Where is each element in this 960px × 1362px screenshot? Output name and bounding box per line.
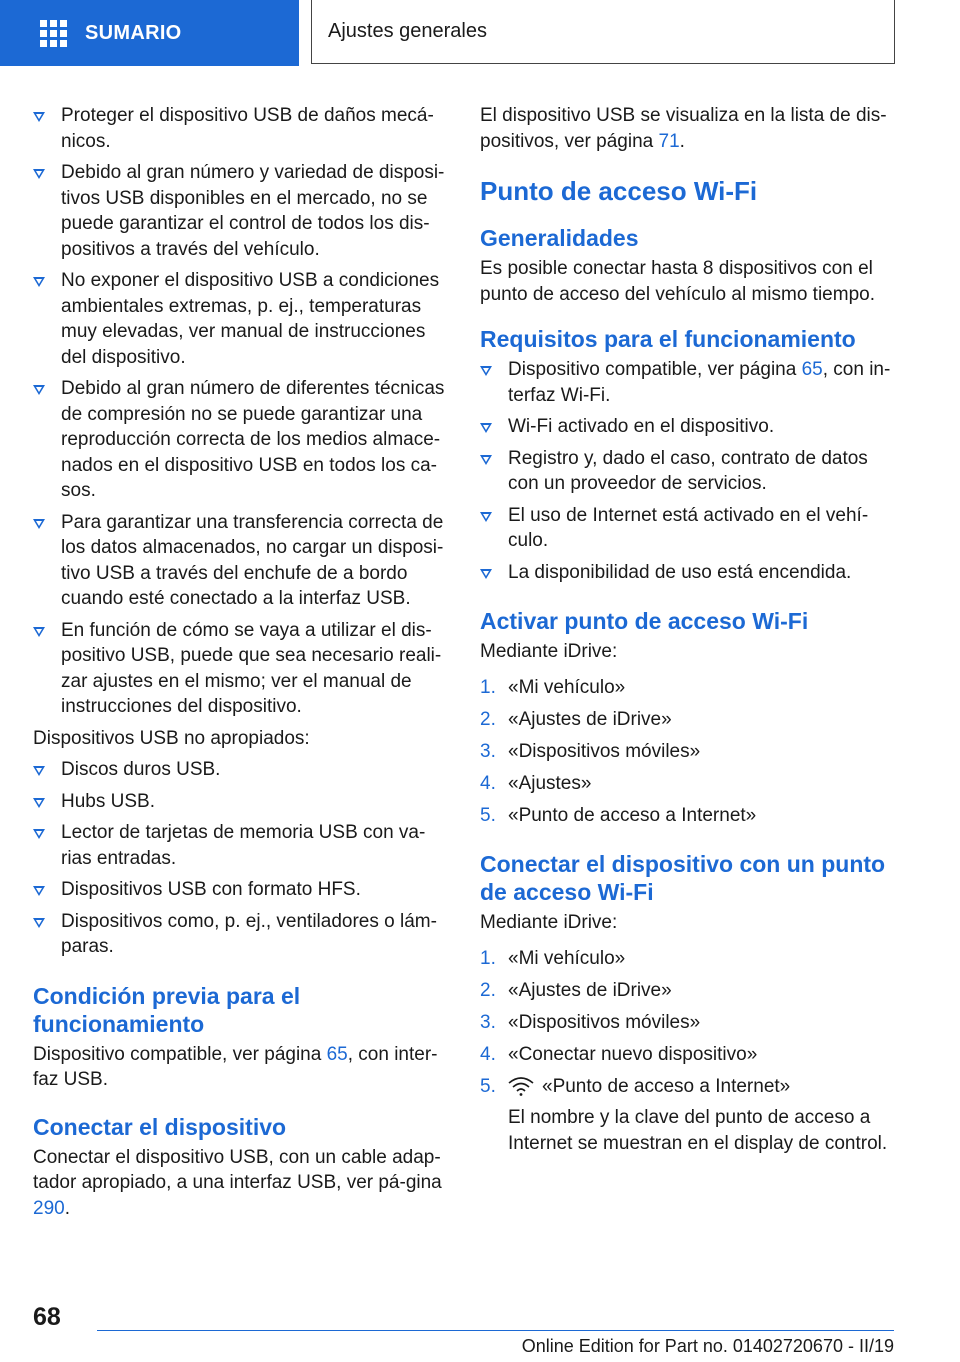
list-item [33, 820, 448, 871]
triangle-bullet-icon [33, 112, 45, 122]
triangle-bullet-icon [33, 627, 45, 637]
triangle-bullet-icon [480, 569, 492, 579]
section-title: Ajustes generales [328, 20, 487, 42]
connect-text: Conectar el dispositivo USB, con un cable adap‐tador apropiado, a una interfaz USB, ver pá‐gina [33, 1146, 442, 1193]
page-header [0, 0, 960, 66]
list-item-text: Lector de tarjetas de memoria USB con va‐rias entradas. [61, 822, 426, 869]
section-title-tab[interactable] [311, 0, 895, 64]
list-item [33, 103, 448, 154]
footer-divider [97, 1330, 894, 1331]
page-link-290[interactable]: 290 [33, 1197, 65, 1219]
req-text: La disponibilidad de uso está encendida. [508, 561, 852, 583]
step-note: El nombre y la clave del punto de acceso a Internet se muestran en el display de control. [508, 1107, 888, 1154]
step-text: «Punto de acceso a Internet» [542, 1075, 791, 1097]
list-item-text: Para garantizar una transferencia correcta de los datos almacenados, no cargar un disposi‐tivo USB a través del enchufe de a bordo cuando esté conectado a la interfaz USB. [61, 511, 444, 609]
list-item [33, 376, 448, 504]
step-number: 4. [480, 1043, 496, 1065]
precautions-list [33, 103, 448, 720]
list-item [480, 503, 900, 554]
triangle-bullet-icon [33, 918, 45, 928]
heading-connect-device: Conectar el dispositivo con un punto de acceso Wi-Fi [480, 851, 886, 905]
connect-steps-list [480, 946, 900, 1157]
step-text: «Mi vehículo» [508, 947, 626, 969]
heading-activate: Activar punto de acceso Wi-Fi [480, 608, 809, 634]
triangle-bullet-icon [480, 423, 492, 433]
connect-text-end: . [64, 1197, 70, 1219]
req-text: El uso de Internet está activado en el vehí‐culo. [508, 504, 869, 551]
step-text: «Dispositivos móviles» [508, 1011, 701, 1033]
req-text: Registro y, dado el caso, contrato de datos con un proveedor de servicios. [508, 447, 868, 494]
triangle-bullet-icon [33, 886, 45, 896]
list-item-text: Discos duros USB. [61, 759, 221, 780]
step-text: «Conectar nuevo dispositivo» [508, 1043, 758, 1065]
triangle-bullet-icon [33, 169, 45, 179]
list-item [480, 1042, 900, 1068]
triangle-bullet-icon [480, 366, 492, 376]
list-item [480, 803, 900, 829]
req-text: Wi-Fi activado en el dispositivo. [508, 416, 775, 437]
list-item [480, 446, 900, 497]
intro-text: El dispositivo USB se visualiza en la lista de dis‐positivos, ver página [480, 105, 887, 152]
list-item [480, 675, 900, 701]
edition-text: Online Edition for Part no. 01402720670 - II/19 [521, 1336, 894, 1356]
step-text: «Ajustes de iDrive» [508, 708, 672, 730]
title-hotspot: Punto de acceso Wi-Fi [480, 176, 758, 206]
list-item [33, 510, 448, 612]
list-item [480, 1074, 900, 1157]
step-number: 4. [480, 772, 496, 794]
list-item [480, 978, 900, 1004]
page-link-65[interactable]: 65 [326, 1043, 348, 1065]
list-item-text: Debido al gran número y variedad de disposi‐tivos USB disponibles en el mercado, no se puede garantizar el control de todos los dis‐positivos a través del vehículo. [61, 162, 445, 260]
general-paragraph: Es posible conectar hasta 8 dispositivos con el punto de acceso del vehículo al mismo tiempo. [480, 258, 875, 305]
list-item-text: Proteger el dispositivo USB de daños mecá‐nicos. [61, 105, 434, 152]
list-item-text: Dispositivos USB con formato HFS. [61, 879, 361, 900]
triangle-bullet-icon [33, 277, 45, 287]
condition-text-end: , con inter‐faz USB. [33, 1043, 438, 1090]
condition-paragraph [33, 1042, 448, 1093]
heading-general: Generalidades [480, 225, 639, 251]
req-text: Dispositivo compatible, ver página [508, 359, 802, 380]
list-item [33, 877, 448, 903]
right-column [480, 103, 900, 1163]
step-text: «Mi vehículo» [508, 676, 626, 698]
list-item-text: No exponer el dispositivo USB a condiciones ambientales extremas, p. ej., temperaturas muy elevadas, ver manual de instrucciones del dispositivo. [61, 270, 440, 368]
page-number: 68 [33, 1303, 61, 1331]
triangle-bullet-icon [33, 766, 45, 776]
step-number: 2. [480, 708, 496, 730]
triangle-bullet-icon [33, 385, 45, 395]
step-number: 1. [480, 676, 496, 698]
list-item [480, 357, 900, 408]
list-item [480, 560, 900, 586]
step-text: «Punto de acceso a Internet» [508, 804, 757, 826]
intro-text-end: . [679, 130, 685, 152]
requirements-list [480, 357, 900, 585]
triangle-bullet-icon [33, 519, 45, 529]
step-number: 3. [480, 1011, 496, 1033]
page-link-65[interactable]: 65 [801, 359, 823, 380]
unsuitable-devices-list [33, 757, 448, 960]
grid-icon [40, 20, 67, 47]
list-item [480, 414, 900, 440]
via-idrive-2: Mediante iDrive: [480, 912, 618, 933]
intro-paragraph [480, 103, 900, 154]
sumario-label: SUMARIO [85, 21, 182, 44]
list-item-text: En función de cómo se vaya a utilizar el dis‐positivo USB, puede que sea necesario reali‐zar ajustes en el mismo; ver el manual de instrucciones del dispositivo. [61, 619, 442, 717]
triangle-bullet-icon [480, 512, 492, 522]
via-idrive-1: Mediante iDrive: [480, 641, 618, 662]
list-item [33, 789, 448, 815]
step-text: «Ajustes de iDrive» [508, 979, 672, 1001]
activate-steps-list [480, 675, 900, 829]
wifi-icon [508, 1076, 534, 1096]
condition-text: Dispositivo compatible, ver página [33, 1043, 327, 1065]
step-number: 3. [480, 740, 496, 762]
unsuitable-intro: Dispositivos USB no apropiados: [33, 727, 310, 749]
heading-connect: Conectar el dispositivo [33, 1113, 287, 1140]
triangle-bullet-icon [33, 798, 45, 808]
sumario-button[interactable] [0, 0, 299, 66]
req-text-end: , con in‐terfaz Wi-Fi. [508, 359, 891, 406]
list-item [480, 739, 900, 765]
list-item [480, 771, 900, 797]
list-item-text: Dispositivos como, p. ej., ventiladores o lám‐paras. [61, 910, 437, 957]
page-link-71[interactable]: 71 [658, 130, 680, 152]
list-item-text: Hubs USB. [61, 790, 155, 812]
list-item [480, 1010, 900, 1036]
list-item [480, 946, 900, 972]
step-number: 2. [480, 979, 496, 1001]
triangle-bullet-icon [33, 829, 45, 839]
heading-condition: Condición previa para el funcionamiento [33, 982, 301, 1037]
step-text: «Dispositivos móviles» [508, 740, 701, 762]
step-number: 1. [480, 947, 496, 969]
list-item [33, 618, 448, 720]
list-item [33, 757, 448, 783]
list-item [33, 268, 448, 370]
step-text: «Ajustes» [508, 772, 592, 794]
heading-requirements: Requisitos para el funcionamiento [480, 326, 856, 352]
connect-paragraph [33, 1145, 448, 1222]
list-item [480, 707, 900, 733]
left-column [33, 103, 448, 1227]
list-item [33, 160, 448, 262]
list-item-text: Debido al gran número de diferentes técnicas de compresión no se puede garantizar una reproducción correcta de los medios almace‐nados en el dispositivo USB en todos los ca‐sos. [61, 378, 445, 501]
step-number: 5. [480, 1075, 496, 1097]
triangle-bullet-icon [480, 455, 492, 465]
step-number: 5. [480, 804, 496, 826]
list-item [33, 909, 448, 960]
